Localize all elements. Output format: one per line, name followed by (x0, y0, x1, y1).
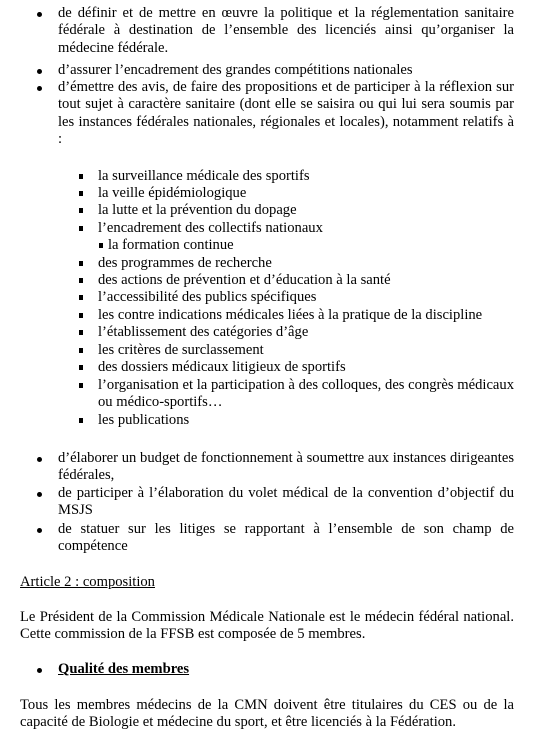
list-item: d’émettre des avis, de faire des propositions et de participer à la réflexion sur tout sujet à caractère sanitaire (dont elle se saisira ou qui lui sera soumis par les instances fédérales nationales, régionales et locales), notamment relatifs à : (58, 79, 514, 148)
bullet-dot-icon (37, 86, 42, 91)
sub-list-item: les critères de surclassement (98, 342, 514, 359)
square-bullet-icon (79, 313, 83, 318)
sub-list-item: des programmes de recherche (98, 255, 514, 272)
bullet-dot-icon (37, 69, 42, 74)
square-bullet-icon (79, 261, 83, 266)
square-bullet-icon (79, 191, 83, 196)
paragraph: Tous les membres médecins de la CMN doivent être titulaires du CES ou de la capacité de Biologie et médecine du sport, et être licenciés à la Fédération. (20, 697, 514, 731)
square-bullet-icon (79, 174, 83, 179)
sub-list-item: l’établissement des catégories d’âge (98, 324, 514, 341)
sub-list-item: la surveillance médicale des sportifs (98, 168, 514, 185)
square-bullet-icon (79, 208, 83, 213)
square-bullet-icon (79, 278, 83, 283)
square-bullet-icon (99, 243, 103, 248)
paragraph: Le Président de la Commission Médicale Nationale est le médecin fédéral national. Cette commission de la FFSB est composée de 5 membres. (20, 609, 514, 643)
square-bullet-icon (79, 226, 83, 231)
sub-list-item: les publications (98, 412, 514, 429)
sub-list-item: l’accessibilité des publics spécifiques (98, 289, 514, 306)
sub-list-item: des dossiers médicaux litigieux de sportifs (98, 359, 514, 376)
bullet-dot-icon (37, 12, 42, 17)
bullet-dot-icon (37, 528, 42, 533)
section-heading: Article 2 : composition (20, 574, 155, 590)
sub-list-item: des actions de prévention et d’éducation à la santé (98, 272, 514, 289)
list-item: de définir et de mettre en œuvre la politique et la réglementation sanitaire fédérale à destination de l’ensemble des licenciés ainsi qu’organiser la médecine fédérale. (58, 5, 514, 57)
sub-list-item: la formation continue (108, 237, 524, 254)
square-bullet-icon (79, 348, 83, 353)
list-item: de participer à l’élaboration du volet médical de la convention d’objectif du MSJS (58, 485, 514, 520)
list-item: d’élaborer un budget de fonctionnement à soumettre aux instances dirigeantes fédérales, (58, 450, 514, 485)
square-bullet-icon (79, 365, 83, 370)
sub-list-item: l’organisation et la participation à des colloques, des congrès médicaux ou médico-sportifs… (98, 377, 514, 412)
square-bullet-icon (79, 383, 83, 388)
sub-list-item: la lutte et la prévention du dopage (98, 202, 514, 219)
subsection-heading: Qualité des membres (58, 661, 514, 678)
square-bullet-icon (79, 295, 83, 300)
list-item: d’assurer l’encadrement des grandes compétitions nationales (58, 62, 514, 79)
sub-list-item: la veille épidémiologique (98, 185, 514, 202)
square-bullet-icon (79, 418, 83, 423)
sub-list-item: l’encadrement des collectifs nationaux (98, 220, 514, 237)
bullet-dot-icon (37, 457, 42, 462)
bullet-dot-icon (37, 492, 42, 497)
square-bullet-icon (79, 330, 83, 335)
bullet-dot-icon (37, 668, 42, 673)
list-item: de statuer sur les litiges se rapportant à l’ensemble de son champ de compétence (58, 521, 514, 556)
sub-list-item: les contre indications médicales liées à la pratique de la discipline (98, 307, 514, 324)
